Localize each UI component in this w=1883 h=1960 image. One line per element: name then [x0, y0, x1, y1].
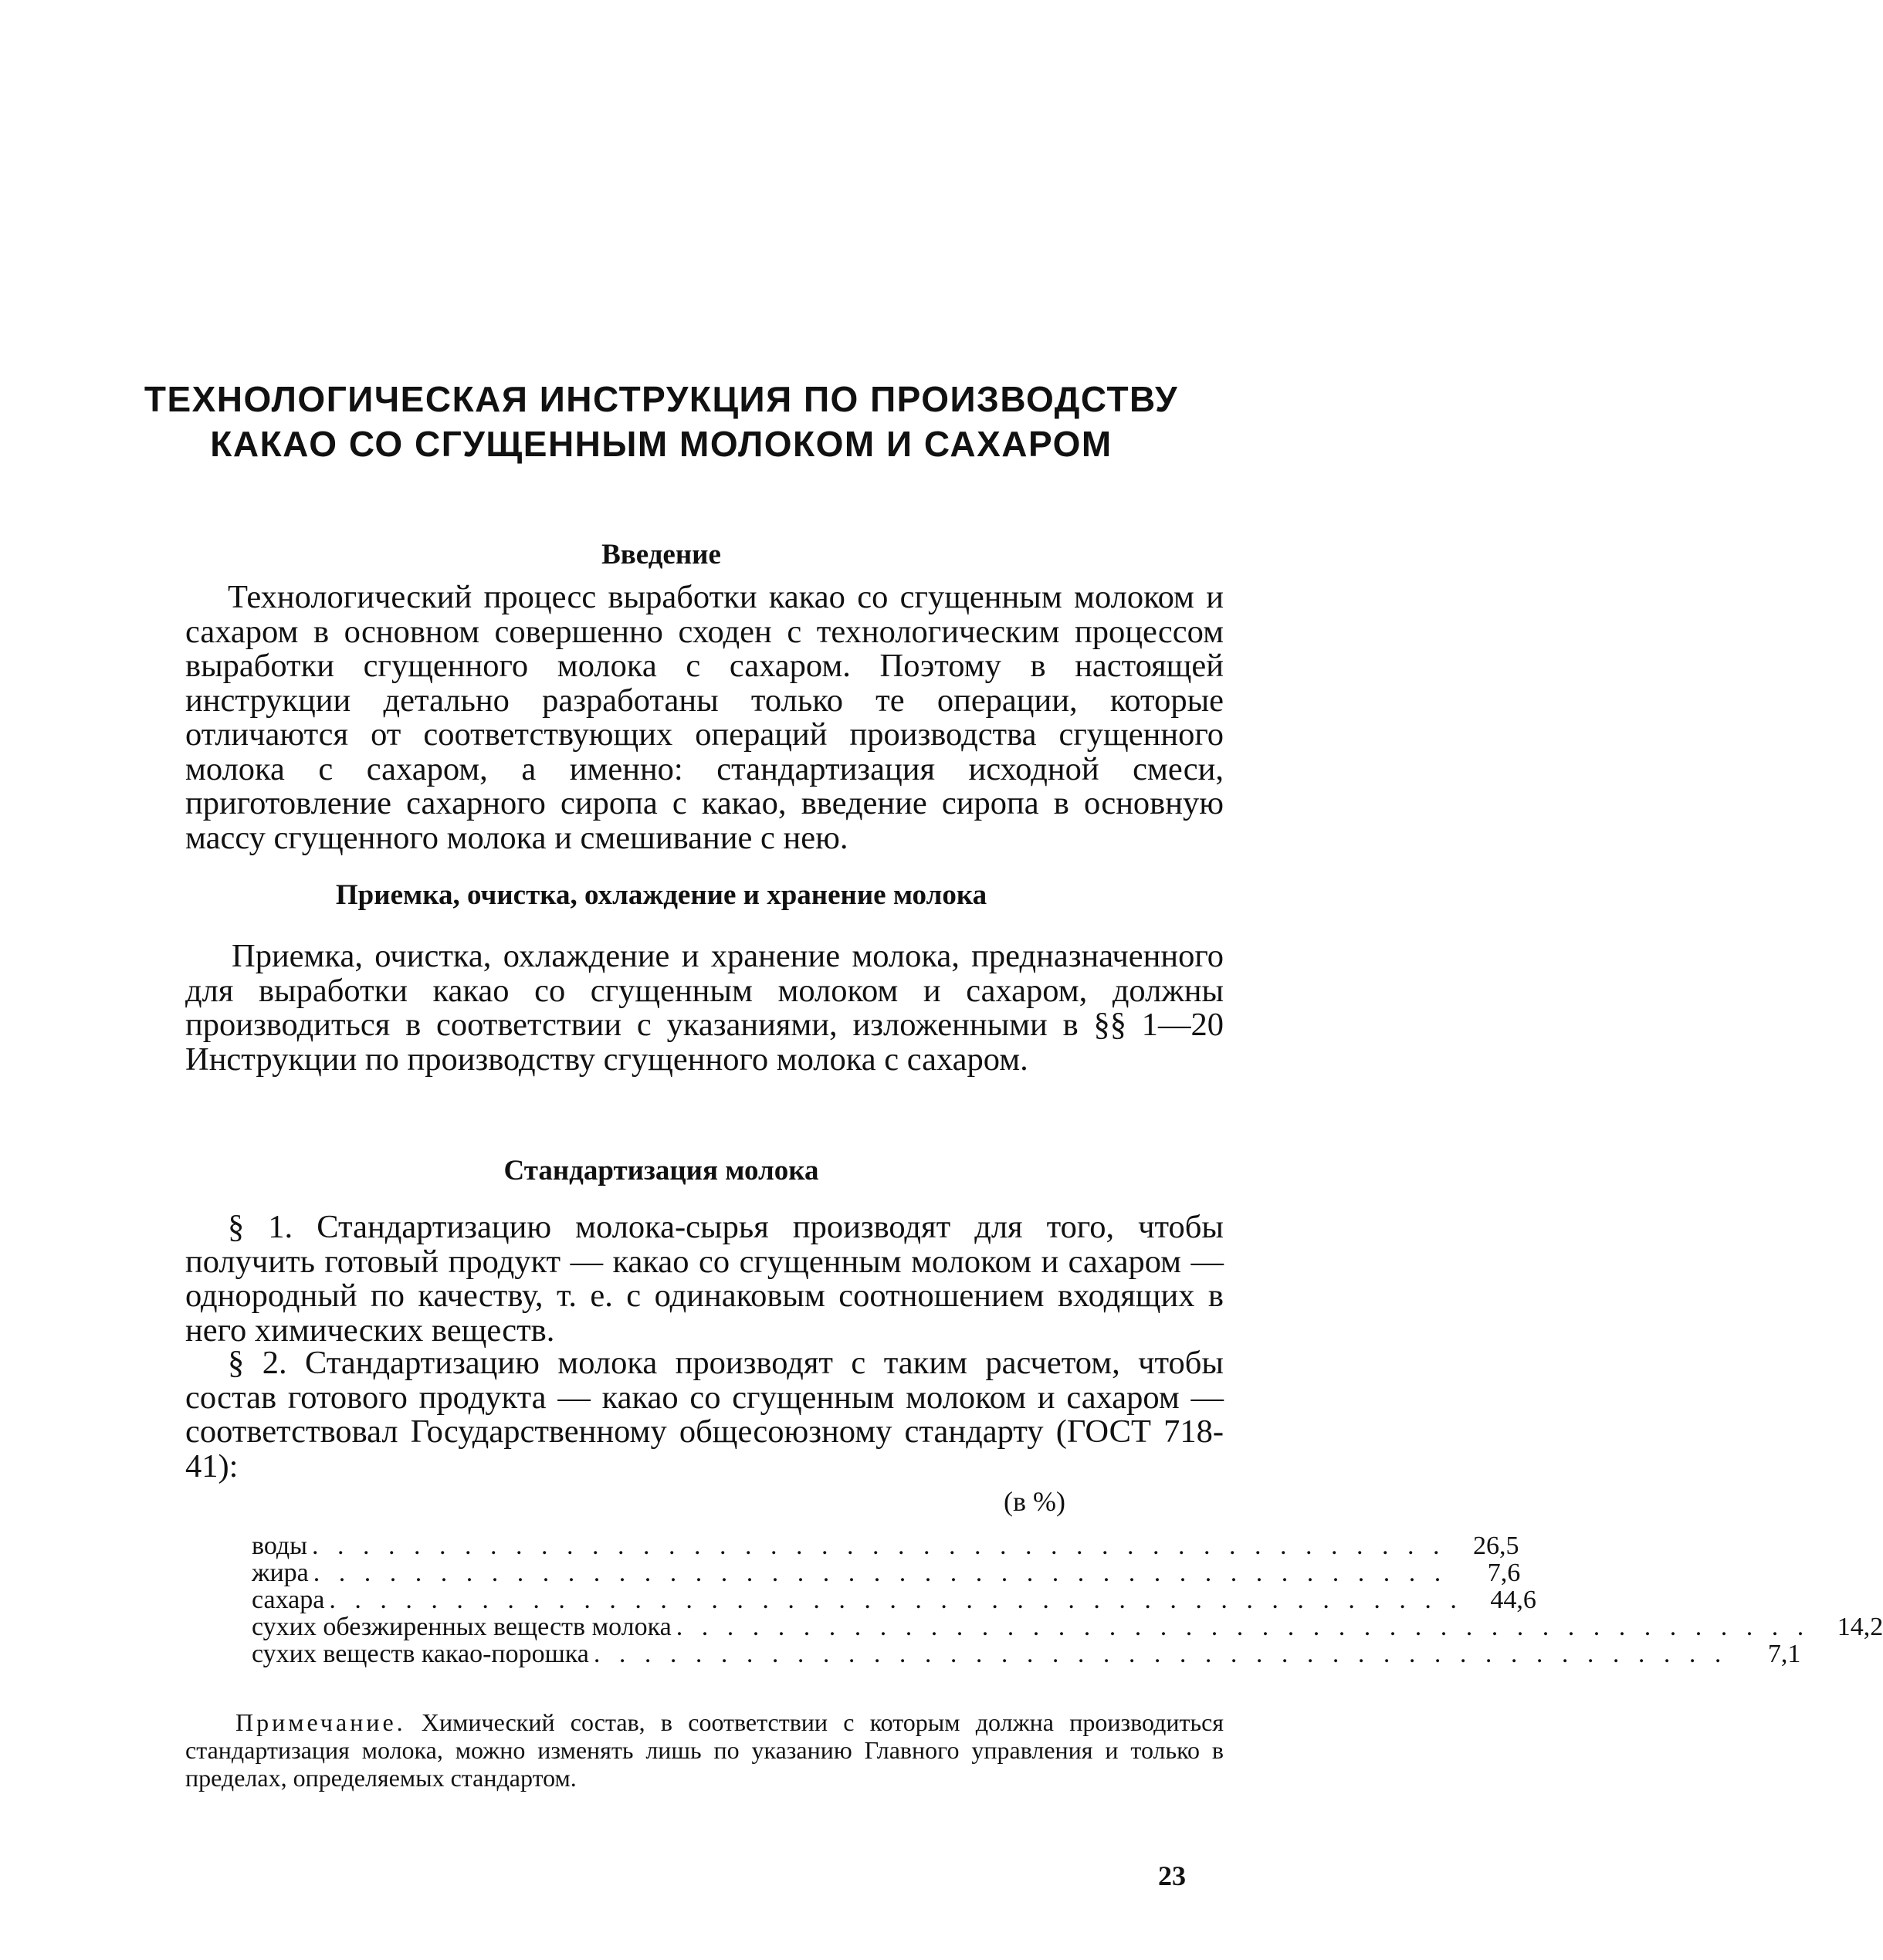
composition-value: 7,1 — [1767, 1640, 1801, 1668]
footnote — [185, 1708, 1224, 1792]
composition-row — [252, 1532, 1519, 1560]
section-heading-reception: Приемка, очистка, охлаждение и хранение молока — [335, 879, 987, 911]
document-title — [124, 377, 1199, 466]
intro-paragraph: Технологический процесс выработки какао со сгущенным молоком и сахаром в основном совершенно сходен с технологическим процессом выработки сгущенного молока с сахаром. Поэтому в настоящей инструкции детально разработаны только те операции, которые отличаются от соответствующих операций производства сгущенного молока с сахаром, а именно: стандартизация исходной смеси, приготовление сахарного сиропа с какао, введение сиропа в основную массу сгущенного молока и смешивание с нею. — [185, 579, 1224, 856]
composition-name: сухих веществ какао-порошка — [252, 1640, 589, 1668]
note-text: Химический состав, в соответствии с которым должна производиться стандартизация молока, можно изменять лишь по указанию Главного управления и только в пределах, определяемых стандартом. — [185, 1708, 1224, 1792]
standardization-paragraph-1: § 1. Стандартизацию молока-сырья производят для того, чтобы получить готовый продукт — какао со сгущенным молоком и сахаром — однородный по качеству, т. е. с одинаковым соотношением входящих в него химических веществ. — [185, 1209, 1224, 1349]
section-heading-intro: Введение — [601, 539, 721, 570]
leader-dots: . . . . . . . . . . . . . . . . . . . . . . . . . . . . . . . . . . . . . . . . . . . . . — [313, 1559, 1448, 1587]
composition-value: 44,6 — [1490, 1586, 1536, 1614]
composition-name: воды — [252, 1532, 307, 1560]
reception-paragraph: Приемка, очистка, охлаждение и хранение молока, предназначенного для выработки какао со сгущенным молоком и сахаром, должны производиться в соответствии с указаниями, изложенными в §§ 1—20 Инструкции по производству сгущенного молока с сахаром. — [185, 938, 1224, 1078]
composition-name: сахара — [252, 1586, 325, 1614]
composition-table — [252, 1532, 1883, 1668]
leader-dots: . . . . . . . . . . . . . . . . . . . . . . . . . . . . . . . . . . . . . . . . . . . . . — [593, 1640, 1728, 1668]
title-line-2: КАКАО СО СГУЩЕННЫМ МОЛОКОМ И САХАРОМ — [210, 424, 1113, 464]
composition-row — [252, 1640, 1801, 1668]
title-line-1: ТЕХНОЛОГИЧЕСКАЯ ИНСТРУКЦИЯ ПО ПРОИЗВОДСТВУ — [144, 379, 1179, 419]
composition-row — [252, 1559, 1521, 1587]
section-heading-standardization: Стандартизация молока — [503, 1155, 819, 1186]
composition-value: 7,6 — [1487, 1559, 1521, 1587]
composition-row — [252, 1613, 1883, 1641]
composition-unit-label: (в %) — [1004, 1486, 1065, 1517]
leader-dots: . . . . . . . . . . . . . . . . . . . . . . . . . . . . . . . . . . . . . . . . . . . . . — [329, 1586, 1463, 1614]
leader-dots: . . . . . . . . . . . . . . . . . . . . . . . . . . . . . . . . . . . . . . . . . . . . . — [676, 1613, 1810, 1641]
composition-value: 26,5 — [1472, 1532, 1519, 1560]
composition-value: 14,2 — [1837, 1613, 1883, 1641]
composition-row — [252, 1586, 1536, 1614]
leader-dots: . . . . . . . . . . . . . . . . . . . . . . . . . . . . . . . . . . . . . . . . . . . . . — [311, 1532, 1446, 1560]
page-number: 23 — [1158, 1860, 1186, 1891]
composition-name: сухих обезжиренных веществ молока — [252, 1613, 672, 1641]
note-label: Примечание. — [235, 1708, 406, 1736]
composition-name: жира — [252, 1559, 309, 1587]
standardization-paragraph-2: § 2. Стандартизацию молока производят с таким расчетом, чтобы состав готового продукта — какао со сгущенным молоком и сахаром — соответствовал Государственному общесоюзному стандарту (ГОСТ 718-41): — [185, 1345, 1224, 1484]
